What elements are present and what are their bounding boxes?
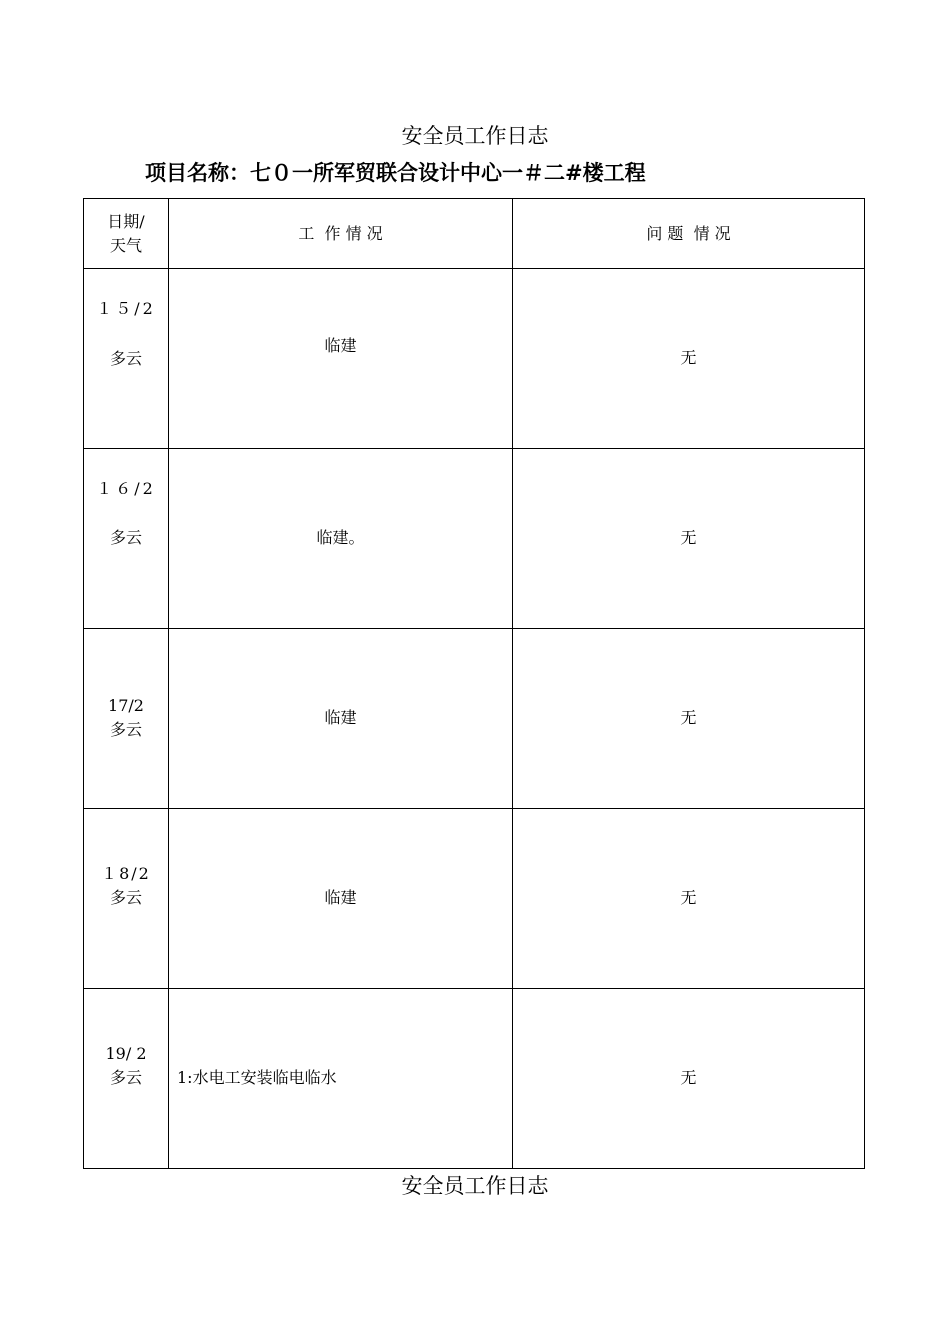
work-value: 临建。 <box>316 528 365 547</box>
date-value: １５/2 <box>96 299 156 318</box>
date-weather-cell <box>84 809 169 989</box>
weather-value: 多云 <box>109 349 142 368</box>
work-cell <box>169 269 513 449</box>
header-weather-label: 天气 <box>109 236 142 255</box>
date-value: 19/ 2 <box>105 1044 147 1063</box>
work-value: 临建 <box>324 708 357 727</box>
issue-cell <box>513 449 865 629</box>
date-weather-cell <box>84 629 169 809</box>
weather-value: 多云 <box>109 528 142 547</box>
table-row <box>84 989 865 1169</box>
issue-value: 无 <box>680 888 697 907</box>
date-weather-cell <box>84 269 169 449</box>
work-value: 临建 <box>324 888 357 907</box>
header-work-status <box>169 199 513 269</box>
issue-value: 无 <box>680 528 697 547</box>
date-weather-cell <box>84 989 169 1169</box>
table-header-row <box>84 199 865 269</box>
work-cell <box>169 809 513 989</box>
work-value: 临建 <box>324 336 357 355</box>
weather-value: 多云 <box>109 888 142 907</box>
date-value: １8/2 <box>101 864 151 883</box>
header-date-weather <box>84 199 169 269</box>
issue-value: 无 <box>680 708 697 727</box>
document-title-next-page: 安全员工作日志 <box>401 1174 549 1198</box>
project-name-line: 项目名称：七０一所军贸联合设计中心一＃二#楼工程 <box>145 161 646 185</box>
table-row <box>84 269 865 449</box>
work-cell <box>169 629 513 809</box>
date-value: 17/2 <box>108 696 144 715</box>
issue-cell <box>513 989 865 1169</box>
work-cell <box>169 449 513 629</box>
table-row <box>84 629 865 809</box>
date-weather-cell <box>84 449 169 629</box>
header-date-label: 日期/ <box>107 212 145 231</box>
table-row <box>84 809 865 989</box>
work-value: 1:水电工安装临电临水 <box>177 1068 337 1087</box>
issue-cell <box>513 629 865 809</box>
work-cell <box>169 989 513 1169</box>
header-work-label: 工 作 情 况 <box>298 224 383 243</box>
weather-value: 多云 <box>109 720 142 739</box>
issue-value: 无 <box>680 348 697 367</box>
header-issue-label: 问 题 情 况 <box>646 224 731 243</box>
header-issue-status <box>513 199 865 269</box>
document-title: 安全员工作日志 <box>401 124 549 148</box>
date-value: １６/2 <box>96 479 156 498</box>
issue-cell <box>513 809 865 989</box>
table-row <box>84 449 865 629</box>
issue-cell <box>513 269 865 449</box>
weather-value: 多云 <box>109 1068 142 1087</box>
safety-log-table <box>83 198 865 1169</box>
issue-value: 无 <box>680 1068 697 1087</box>
